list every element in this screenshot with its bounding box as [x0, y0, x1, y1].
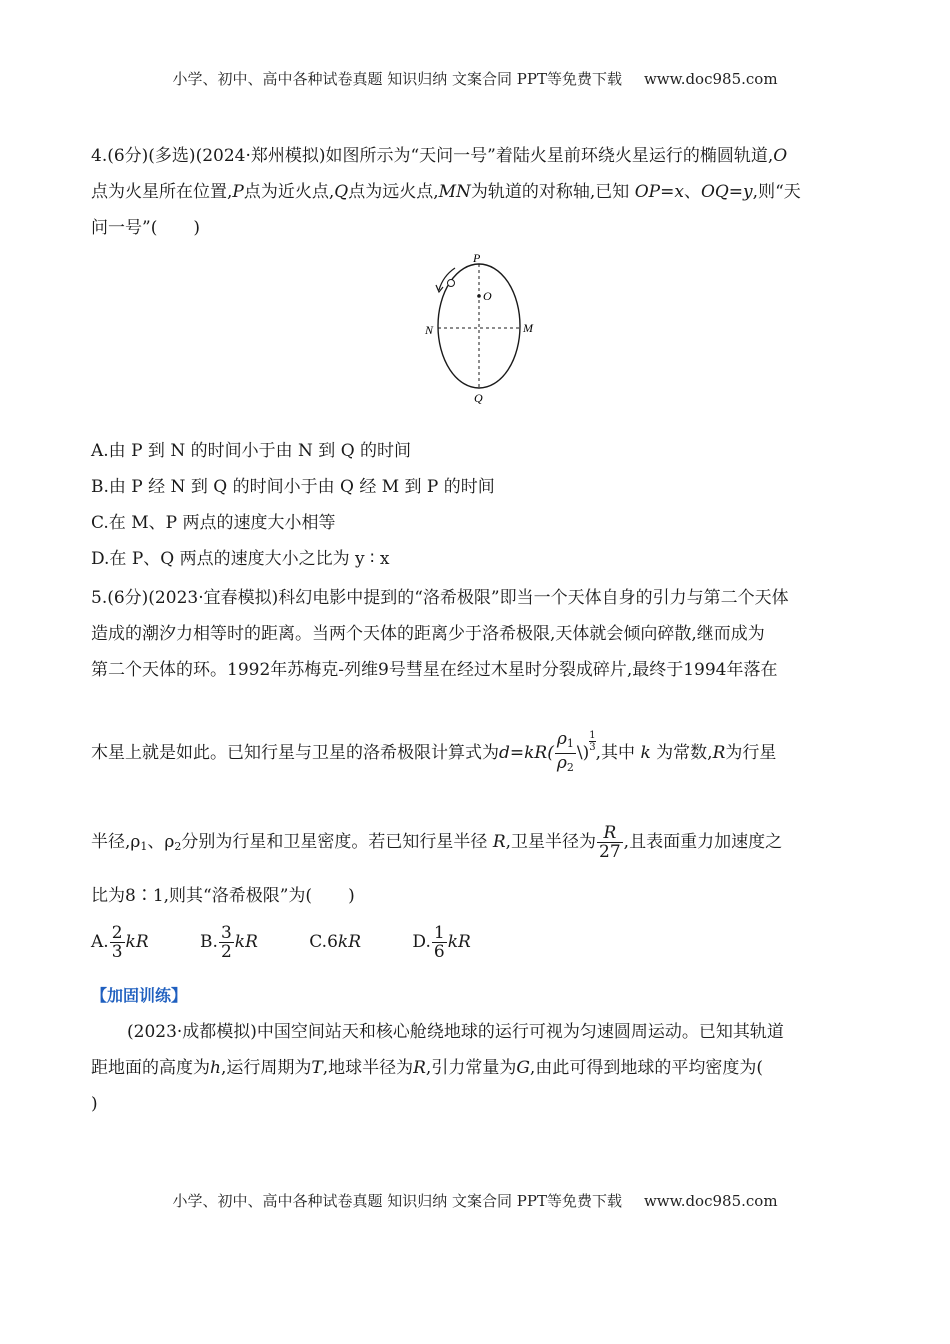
page-header — [0, 68, 950, 89]
q4-options — [91, 433, 861, 577]
mars-point-o — [477, 294, 481, 298]
reinforcement-section — [91, 978, 861, 1122]
q5-option-d[interactable]: D. $\frac{1}{6}$ kR — [412, 923, 471, 962]
probe-marker — [448, 280, 455, 287]
q5-line-5: 半径$,\rho_1$、$\rho_2$分别为行星和卫星密度。若已知行星半径 R,卫星半径为 $\frac{R}{27}$ ,且表面重力加速度之 — [91, 823, 783, 862]
q5-options — [91, 922, 861, 962]
label-q: Q — [474, 391, 483, 405]
q5-line-1: 5.(6分)(2023·宜春模拟)科幻电影中提到的“洛希极限”即当一个天体自身的引力与第二个天体 — [91, 588, 789, 608]
q4-option-d[interactable]: D.在 P、Q 两点的速度大小之比为 y ∶ x — [91, 549, 390, 569]
reinforce-line-1: (2023·成都模拟)中国空间站天和核心舱绕地球的运行可视为匀速圆周运动。已知其轨道 — [127, 1022, 784, 1042]
reinforcement-tag: 【加固训练】 — [91, 986, 188, 1005]
label-p: P — [473, 252, 481, 265]
q5-line-2: 造成的潮汐力相等时的距离。当两个天体的距离少于洛希极限,天体就会倾向碎散,继而成为 — [91, 624, 765, 644]
question-5 — [91, 580, 861, 688]
header-url[interactable]: www.doc985.com — [643, 70, 778, 88]
footer-url[interactable]: www.doc985.com — [643, 1192, 778, 1210]
q4-line-1: 4.(6分)(多选)(2024·郑州模拟)如图所示为“天问一号”着陆火星前环绕火星运行的椭圆轨道,O — [91, 146, 788, 166]
q5-line-4: 木星上就是如此。已知行星与卫星的洛希极限计算式为d=kR( $\frac{\rho_1}{\rho_2}$ \) $\frac{1}{3}$,其中 k 为常数,R为行星 — [91, 730, 861, 777]
q5-line-3: 第二个天体的环。1992年苏梅克-列维9号彗星在经过木星时分裂成碎片,最终于1994年落在 — [91, 660, 778, 680]
reinforce-line-2: 距地面的高度为h,运行周期为T,地球半径为R,引力常量为G,由此可得到地球的平均密度为( — [91, 1058, 763, 1078]
q4-line-3: 问一号”( ) — [91, 218, 200, 238]
question-4 — [91, 138, 861, 246]
satellite-radius-fraction: $\frac{R}{27}$ — [599, 823, 621, 862]
reinforce-line-3: ) — [91, 1094, 98, 1114]
q5-option-a[interactable]: A. $\frac{2}{3}$ kR — [91, 923, 149, 962]
label-m: M — [523, 321, 533, 335]
q5-line-6: 比为8∶1,则其“洛希极限”为( ) — [91, 886, 355, 906]
page-footer — [0, 1190, 950, 1211]
q4-option-b[interactable]: B.由 P 经 N 到 Q 的时间小于由 Q 经 M 到 P 的时间 — [91, 477, 495, 497]
q4-option-a[interactable]: A.由 P 到 N 的时间小于由 N 到 Q 的时间 — [91, 441, 412, 461]
q5-option-b[interactable]: B. $\frac{3}{2}$ kR — [200, 923, 258, 962]
q4-line-2: 点为火星所在位置,P点为近火点,Q点为远火点,MN为轨道的对称轴,已知 OP=x、OQ=y,则“天 — [91, 182, 801, 202]
label-n: N — [425, 323, 434, 337]
label-o: O — [483, 289, 492, 303]
footer-text: 小学、初中、高中各种试卷真题 知识归纳 文案合同 PPT等免费下载 — [172, 1192, 622, 1210]
header-text: 小学、初中、高中各种试卷真题 知识归纳 文案合同 PPT等免费下载 — [172, 70, 622, 88]
q5-option-c[interactable]: C.6kR — [309, 932, 362, 952]
density-ratio: $\frac{\rho_1}{\rho_2}$ — [556, 729, 574, 774]
q4-option-c[interactable]: C.在 M、P 两点的速度大小相等 — [91, 513, 336, 533]
orbit-figure — [415, 252, 545, 408]
exponent-fraction: $\frac{1}{3}$ — [589, 730, 596, 753]
